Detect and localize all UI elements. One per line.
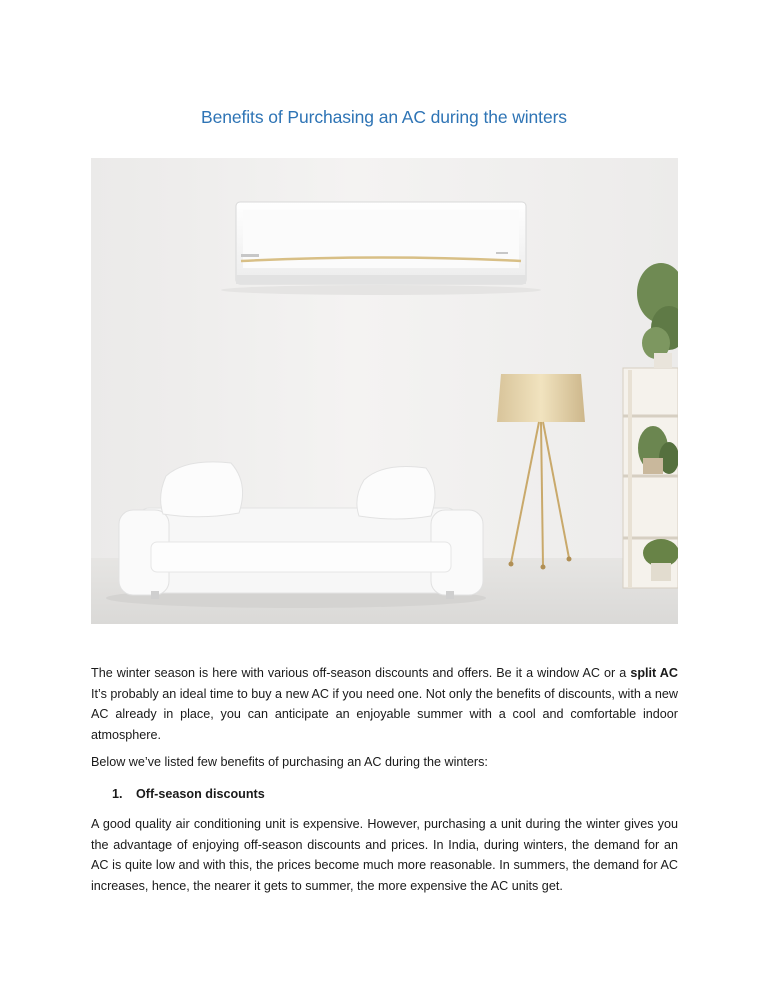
section-number: 1. bbox=[112, 787, 123, 801]
section-heading-off-season bbox=[112, 784, 265, 804]
ac-unit bbox=[221, 202, 541, 295]
section-heading-text: Off-season discounts bbox=[136, 787, 265, 801]
living-room-ac-photo bbox=[91, 158, 678, 624]
intro-paragraph bbox=[91, 663, 678, 745]
intro-text-start: The winter season is here with various off-season discounts and offers. Be it a window AC or a bbox=[91, 666, 631, 680]
split-ac-keyword: split AC bbox=[630, 666, 678, 680]
document-title: Benefits of Purchasing an AC during the winters bbox=[201, 107, 567, 127]
off-season-paragraph: A good quality air conditioning unit is expensive. However, purchasing a unit during the winter gives you the advantage of enjoying off-season discounts and prices. In India, during winters, the demand for an AC is quite low and with this, the prices become much more reasonable. In summers, the demand for AC increases, hence, the nearer it gets to summer, the more expensive the AC units get. bbox=[91, 817, 678, 893]
list-intro: Below we’ve listed few benefits of purchasing an AC during the winters: bbox=[91, 755, 488, 769]
intro-text-end: It’s probably an ideal time to buy a new AC if you need one. Not only the benefits of discounts, with a new AC already in place, you can anticipate an enjoyable summer with a cool and comfortable indoor atmosphere. bbox=[91, 686, 678, 742]
